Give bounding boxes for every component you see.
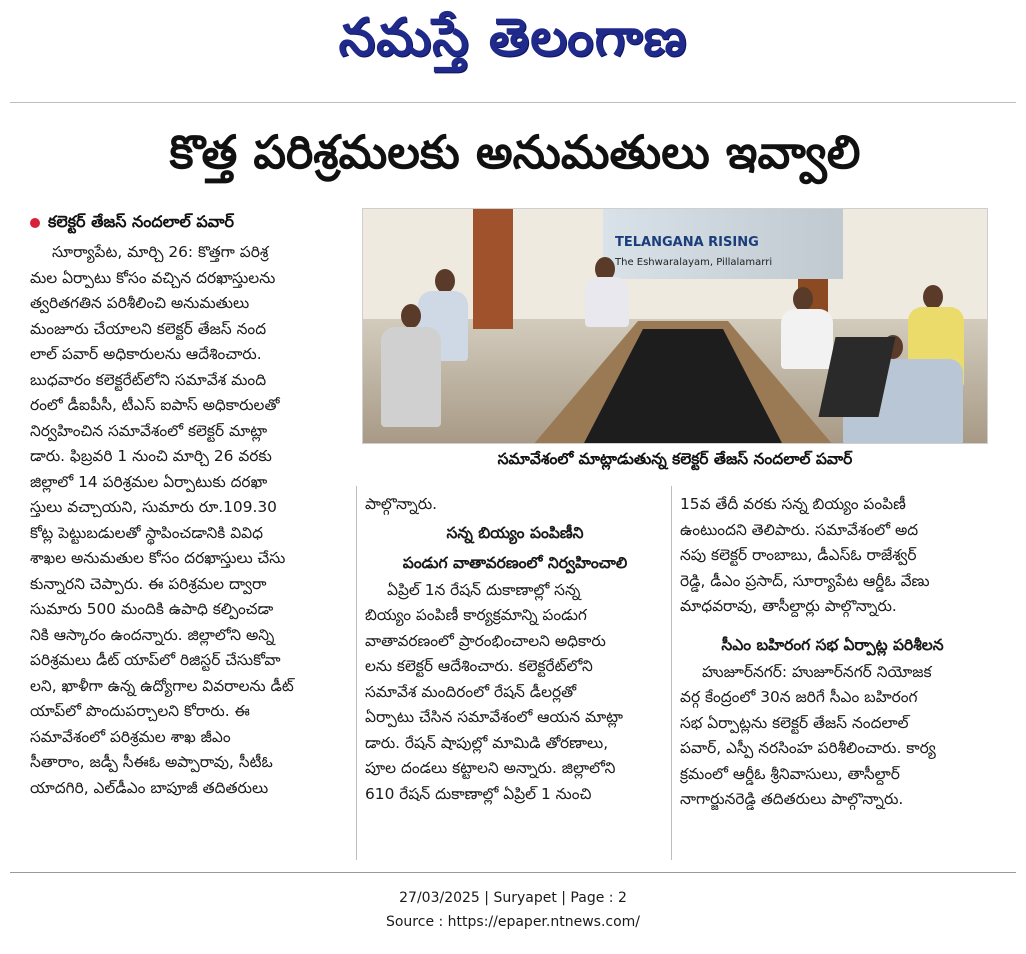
body-line: నిర్వహించిన సమావేశంలో కలెక్టర్ మాట్లా [30, 421, 268, 440]
body-line: జిల్లాలో 14 పరిశ్రమల ఏర్పాటుకు దరఖా [30, 472, 268, 491]
body-line: సమావేశంలో పరిశ్రమల శాఖ జీఎం [30, 727, 231, 746]
body-line: నపు కలెక్టర్ రాంబాబు, డీఎస్ఓ రాజేశ్వర్ [680, 546, 917, 564]
body-line: బియ్యం పంపిణీ కార్యక్రమాన్ని పండుగ [365, 606, 587, 624]
body-line: క్రమంలో ఆర్డీఓ శ్రీనివాసులు, తాసీల్దార్ [680, 764, 900, 783]
person-head [435, 269, 455, 293]
body-line: ఏర్పాటు చేసిన సమావేశంలో ఆయన మాట్లా [365, 708, 624, 726]
masthead [0, 0, 1026, 100]
body-line: శాఖల అనుమతుల కోసం దరఖాస్తులు చేసు [30, 549, 286, 567]
body-line: స్తులు వచ్చాయని, సుమారు రూ.109.30 [30, 498, 277, 516]
person [781, 309, 833, 369]
photo-door [473, 209, 513, 329]
person-head [793, 287, 813, 311]
body-line: లని, ఖాళీగా ఉన్న ఉద్యోగాల వివరాలను డీట్ [30, 676, 294, 695]
right-column [680, 492, 985, 813]
body-line: వర్గ కేంద్రంలో 30న జరిగే సీఎం బహిరంగ [680, 688, 918, 706]
body-line: పరిశ్రమలు డీట్ యాప్‌లో రిజిస్టర్ చేసుకోవా [30, 651, 281, 669]
subheading: సన్న బియ్యం పంపిణీని [446, 523, 584, 542]
body-line: ఉంటుందని తెలిపారు. సమావేశంలో అద [680, 520, 919, 539]
photo-caption: సమావేశంలో మాట్లాడుతున్న కలెక్టర్ తేజస్ నందలాల్ పవార్ [497, 450, 853, 468]
body-line: లాల్ పవార్ అధికారులను ఆదేశించారు. [30, 345, 262, 363]
photo-banner-subtitle: The Eshwaralayam, Pillalamarri [615, 257, 773, 268]
subheading: పండుగ వాతావరణంలో నిర్వహించాలి [402, 553, 628, 572]
body-line: బుధవారం కలెక్టరేట్‌లోని సమావేశ మంది [30, 370, 267, 389]
body-line: పాల్గొన్నారు. [365, 495, 438, 513]
newspaper-logo: నమస్తే తెలంగాణ [338, 8, 688, 68]
body-line: మల ఏర్పాటు కోసం వచ్చిన దరఖాస్తులను [30, 268, 276, 287]
body-line: సీతారాం, జడ్పీ సీఈఓ అప్పారావు, సీటీఓ [30, 753, 273, 771]
body-line: యాదగిరి, ఎల్‌డీఎం బాపూజీ తదితరులు [30, 778, 269, 797]
headline: కొత్త పరిశ్రమలకు అనుమతులు ఇవ్వాలి [169, 125, 861, 179]
body-line: కోట్ల పెట్టుబడులతో స్థాపించడానికి వివిధ [30, 523, 263, 542]
body-line: మంజూరు చేయాలని కలెక్టర్ తేజస్ నంద [30, 319, 267, 338]
body-line: 15వ తేదీ వరకు సన్న బియ్యం పంపిణీ [680, 495, 906, 513]
person-head [923, 285, 943, 309]
column-divider [356, 486, 357, 860]
person [381, 327, 441, 427]
body-line: సమావేశ మందిరంలో రేషన్ డీలర్లతో [365, 682, 577, 701]
byline-text: కలెక్టర్ తేజస్ నందలాల్ పవార్ [48, 212, 234, 231]
middle-column [365, 492, 665, 807]
column-divider [671, 486, 672, 860]
body-line: సూర్యాపేట, మార్చి 26: కొత్తగా పరిశ్ర [52, 243, 269, 261]
body-line: లను కలెక్టర్ ఆదేశించారు. కలెక్టరేట్‌లోని [365, 657, 593, 675]
body-line: యాప్‌లో పొందుపర్చాలని కోరారు. ఈ [30, 702, 250, 720]
body-line: 610 రేషన్ దుకాణాల్లో ఏప్రిల్ 1 నుంచి [365, 784, 592, 803]
masthead-divider [10, 102, 1016, 103]
body-line: త్వరితగతిన పరిశీలించి అనుమతులు [30, 294, 250, 312]
footer-divider [10, 872, 1016, 873]
body-line: పవార్, ఎస్పీ నరసింహ పరిశీలించారు. కార్య [680, 739, 936, 757]
meeting-photo [362, 208, 988, 444]
body-line: నికి ఆస్కారం ఉందన్నారు. జిల్లాలోని అన్ని [30, 625, 275, 644]
body-line: పూల దండలు కట్టాలని అన్నారు. జిల్లాలోని [365, 759, 616, 777]
body-line: కున్నారని చెప్పారు. ఈ పరిశ్రమల ద్వారా [30, 574, 267, 593]
body-line: డారు. రేషన్ షాపుల్లో మామిడి తోరణాలు, [365, 733, 609, 752]
body-line: హుజూర్‌నగర్: హుజూర్‌నగర్ నియోజక [702, 662, 932, 681]
person [585, 277, 629, 327]
body-line: వాతావరణంలో ప్రారంభించాలని అధికారు [365, 631, 606, 650]
left-column [30, 240, 350, 801]
body-line: సుమారు 500 మందికి ఉపాధి కల్పించడా [30, 600, 274, 618]
person-head [401, 304, 421, 328]
body-line: ఏప్రిల్ 1న రేషన్ దుకాణాల్లో సన్న [387, 580, 581, 599]
body-line: మాధవరావు, తాసీల్దార్లు పాల్గొన్నారు. [680, 597, 897, 615]
bullet-icon [30, 218, 40, 228]
footer-source-line: Source : https://epaper.ntnews.com/ [385, 914, 641, 930]
body-line: నాగార్జునరెడ్డి తదితరులు పాల్గొన్నారు. [680, 790, 904, 808]
body-line: సభ ఏర్పాట్లను కలెక్టర్ తేజస్ నందలాల్ [680, 713, 909, 732]
subheading: సీఎం బహిరంగ సభ ఏర్పాట్ల పరిశీలన [721, 635, 944, 654]
footer-date-line: 27/03/2025 | Suryapet | Page : 2 [399, 890, 627, 906]
body-line: రెడ్డి, డీఎం ప్రసాద్, సూర్యాపేట ఆర్డీఓ వేణు [680, 571, 930, 590]
body-line: రంలో డీఐపీసీ, టీఎస్ ఐపాస్ అధికారులతో [30, 396, 280, 414]
byline [30, 212, 350, 238]
photo-banner-title: TELANGANA RISING [615, 235, 759, 250]
body-line: డారు. ఫిబ్రవరి 1 నుంచి మార్చి 26 వరకు [30, 447, 272, 465]
